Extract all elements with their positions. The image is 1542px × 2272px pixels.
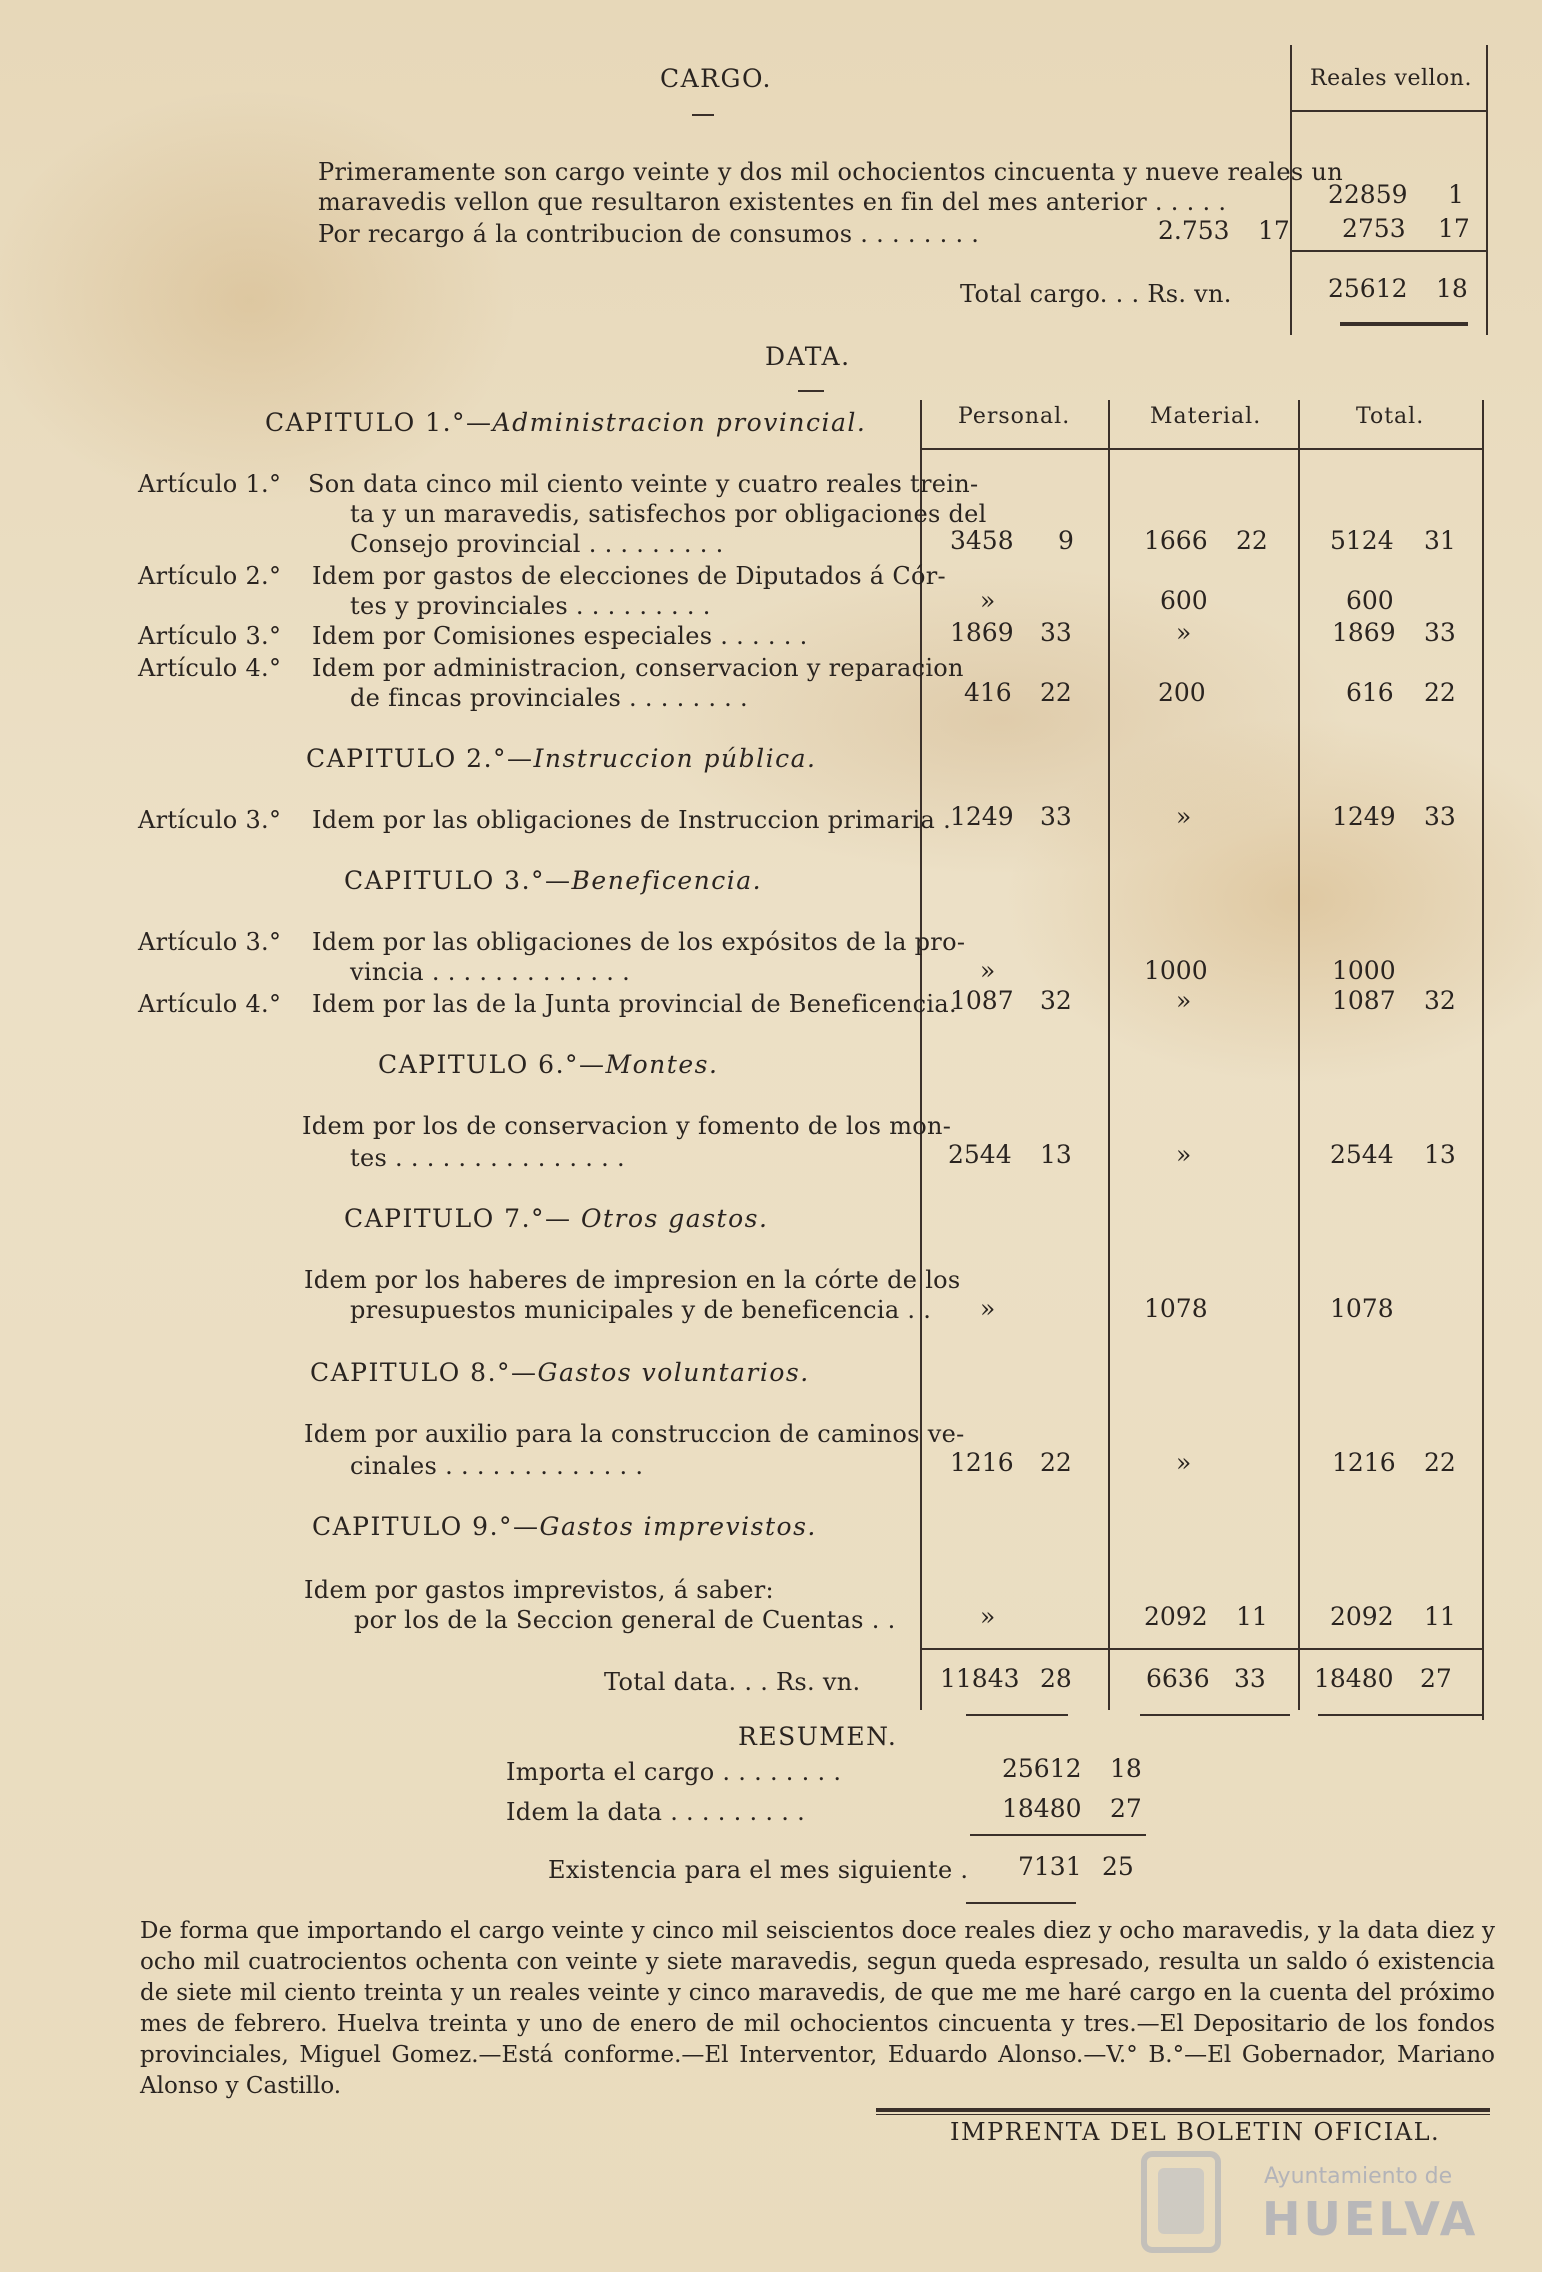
cargo-col-left-rule xyxy=(1290,45,1292,335)
col-rule-material-left xyxy=(1108,400,1110,1710)
row-c4-personal: 1087 xyxy=(950,986,1014,1015)
row-d1-line-1: Idem por los de conservacion y fomento de los mon- xyxy=(302,1112,952,1140)
row-c3-article: Artículo 3.° xyxy=(138,928,282,956)
cargo-heading-rule xyxy=(692,114,714,116)
col-header-total: Total. xyxy=(1356,404,1425,429)
row-a4-material: 200 xyxy=(1158,678,1206,707)
cargo-line-1a: Primeramente son cargo veinte y dos mil ochocientos cincuenta y nueve reales un xyxy=(318,158,1343,186)
row-e1-total: 1078 xyxy=(1330,1294,1394,1323)
total-cargo-amount: 25612 xyxy=(1328,274,1408,303)
row-c3-line-2: vincia . . . . . . . . . . . . . xyxy=(350,958,631,986)
row-a3-line-1: Idem por Comisiones especiales . . . . . . xyxy=(312,622,808,650)
imprint-rule-top xyxy=(876,2108,1490,2112)
row-f1-line-2: cinales . . . . . . . . . . . . . xyxy=(350,1452,644,1480)
row-g1-total: 2092 xyxy=(1330,1602,1394,1631)
total-data-rule-total xyxy=(1318,1714,1482,1716)
row-a2-line-1: Idem por gastos de elecciones de Diputados á Cór- xyxy=(312,562,946,590)
row-f1-line-1: Idem por auxilio para la construccion de caminos ve- xyxy=(304,1420,965,1448)
resumen-existencia-label: Existencia para el mes siguiente . xyxy=(548,1856,969,1884)
resumen-cargo-amount: 25612 xyxy=(1002,1754,1082,1783)
row-e1-line-1: Idem por los haberes de impresion en la córte de los xyxy=(304,1266,961,1294)
row-c4-total: 1087 xyxy=(1332,986,1396,1015)
row-c4-total-mrs: 32 xyxy=(1424,986,1456,1015)
row-b3-total-mrs: 33 xyxy=(1424,802,1456,831)
total-data-personal-mrs: 28 xyxy=(1040,1664,1072,1693)
resumen-existencia-mrs: 25 xyxy=(1102,1852,1134,1881)
capitulo-8-heading: CAPITULO 8.°—Gastos voluntarios. xyxy=(310,1358,810,1387)
resumen-cargo-label: Importa el cargo . . . . . . . . xyxy=(506,1758,842,1786)
cargo-line-2: Por recargo á la contribucion de consumos . . . . . . . . xyxy=(318,220,980,248)
col-header-rule xyxy=(920,448,1482,450)
total-data-rule-personal xyxy=(966,1714,1068,1716)
total-data-material: 6636 xyxy=(1146,1664,1210,1693)
row-a2-material: 600 xyxy=(1160,586,1208,615)
watermark-line-2: HUELVA xyxy=(1262,2192,1479,2246)
row-e1-line-2: presupuestos municipales y de beneficencia . . xyxy=(350,1296,932,1324)
row-c3-personal: » xyxy=(980,956,996,985)
row-b3-line-1: Idem por las obligaciones de Instruccion primaria . xyxy=(312,806,951,834)
row-a3-personal: 1869 xyxy=(950,618,1014,647)
row-d1-total-mrs: 13 xyxy=(1424,1140,1456,1169)
row-c3-material: 1000 xyxy=(1144,956,1208,985)
row-d1-total: 2544 xyxy=(1330,1140,1394,1169)
row-a3-total-mrs: 33 xyxy=(1424,618,1456,647)
row-g1-line-2: por los de la Seccion general de Cuentas . . xyxy=(354,1606,896,1634)
total-cargo-rule xyxy=(1340,322,1468,326)
row-a2-total: 600 xyxy=(1346,586,1394,615)
row-b3-article: Artículo 3.° xyxy=(138,806,282,834)
row-a4-personal-mrs: 22 xyxy=(1040,678,1072,707)
row-d1-personal-mrs: 13 xyxy=(1040,1140,1072,1169)
capitulo-9-heading: CAPITULO 9.°—Gastos imprevistos. xyxy=(312,1512,817,1541)
imprint-rule-bottom xyxy=(876,2114,1490,2115)
row-b3-material: » xyxy=(1176,802,1192,831)
row-a4-total-mrs: 22 xyxy=(1424,678,1456,707)
total-data-total-mrs: 27 xyxy=(1420,1664,1452,1693)
cargo-col-right-rule xyxy=(1486,45,1488,335)
row-e1-personal: » xyxy=(980,1294,996,1323)
row-a4-line-1: Idem por administracion, conservacion y reparacion xyxy=(312,654,964,682)
row-c4-article: Artículo 4.° xyxy=(138,990,282,1018)
total-data-personal: 11843 xyxy=(940,1664,1020,1693)
row-a3-article: Artículo 3.° xyxy=(138,622,282,650)
cargo-amount-1: 22859 xyxy=(1328,180,1408,209)
resumen-subtotal-rule xyxy=(970,1834,1146,1836)
row-a1-line-2: ta y un maravedis, satisfechos por obligaciones del xyxy=(350,500,987,528)
capitulo-2-heading: CAPITULO 2.°—Instruccion pública. xyxy=(306,744,817,773)
cargo-amount-2-mrs: 17 xyxy=(1438,214,1470,243)
row-a1-total-mrs: 31 xyxy=(1424,526,1456,555)
row-g1-material-mrs: 11 xyxy=(1236,1602,1268,1631)
row-d1-material: » xyxy=(1176,1140,1192,1169)
total-cargo-label: Total cargo. . . Rs. vn. xyxy=(960,280,1232,308)
row-c4-material: » xyxy=(1176,986,1192,1015)
row-d1-line-2: tes . . . . . . . . . . . . . . . xyxy=(350,1144,625,1172)
col-rule-personal-left xyxy=(920,400,922,1710)
row-a4-article: Artículo 4.° xyxy=(138,654,282,682)
row-a1-personal: 3458 xyxy=(950,526,1014,555)
watermark-line-1: Ayuntamiento de xyxy=(1264,2164,1453,2189)
capitulo-3-heading: CAPITULO 3.°—Beneficencia. xyxy=(344,866,763,895)
capitulo-6-heading: CAPITULO 6.°—Montes. xyxy=(378,1050,719,1079)
data-heading-rule xyxy=(798,390,824,392)
capitulo-1-heading: CAPITULO 1.°—Administracion provincial. xyxy=(265,408,867,437)
huelva-coat-of-arms-icon xyxy=(1136,2148,1226,2258)
reales-vellon-header: Reales vellon. xyxy=(1310,66,1472,91)
total-data-total: 18480 xyxy=(1314,1664,1394,1693)
imprint-text: IMPRENTA DEL BOLETIN OFICIAL. xyxy=(950,2118,1441,2146)
cargo-subtotal-rule xyxy=(1290,250,1486,252)
row-g1-material: 2092 xyxy=(1144,1602,1208,1631)
cargo-amount-2: 2753 xyxy=(1342,214,1406,243)
row-a1-material: 1666 xyxy=(1144,526,1208,555)
row-a4-personal: 416 xyxy=(964,678,1012,707)
row-a1-line-1: Son data cinco mil ciento veinte y cuatro reales trein- xyxy=(308,470,979,498)
row-f1-total: 1216 xyxy=(1332,1448,1396,1477)
resumen-existencia-rule xyxy=(966,1902,1076,1904)
resumen-cargo-mrs: 18 xyxy=(1110,1754,1142,1783)
row-b3-total: 1249 xyxy=(1332,802,1396,831)
total-data-material-mrs: 33 xyxy=(1234,1664,1266,1693)
row-a2-line-2: tes y provinciales . . . . . . . . . xyxy=(350,592,711,620)
closing-paragraph: De forma que importando el cargo veinte y cinco mil seiscientos doce reales diez y ocho maravedis, y la data diez y ocho mil cuatrocientos ochenta con veinte y siete maravedis, segun queda espresado, resulta un saldo ó existencia de siete mil ciento treinta y un reales veinte y cinco maravedis, de que me me haré cargo en la cuenta del próximo mes de febrero. Huelva treinta y uno de enero de mil ochocientos cincuenta y tres.—El Depositario de los fondos provinciales, Miguel Gomez.—Está conforme.—El Interventor, Eduardo Alonso.—V.° B.°—El Gobernador, Mariano Alonso y Castillo. xyxy=(140,1918,1495,2099)
col-header-personal: Personal. xyxy=(958,404,1071,429)
capitulo-7-heading: CAPITULO 7.°— Otros gastos. xyxy=(344,1204,769,1233)
row-a3-personal-mrs: 33 xyxy=(1040,618,1072,647)
total-data-label: Total data. . . Rs. vn. xyxy=(604,1668,861,1696)
row-g1-personal: » xyxy=(980,1602,996,1631)
row-a1-line-3: Consejo provincial . . . . . . . . . xyxy=(350,530,724,558)
row-e1-material: 1078 xyxy=(1144,1294,1208,1323)
row-f1-personal: 1216 xyxy=(950,1448,1014,1477)
resumen-data-label: Idem la data . . . . . . . . . xyxy=(506,1798,805,1826)
row-c4-line-1: Idem por las de la Junta provincial de Beneficencia. xyxy=(312,990,957,1018)
cargo-header-rule xyxy=(1290,110,1486,112)
col-header-material: Material. xyxy=(1150,404,1262,429)
total-data-top-rule xyxy=(920,1648,1482,1650)
row-f1-material: » xyxy=(1176,1448,1192,1477)
row-c3-total: 1000 xyxy=(1332,956,1396,985)
row-a1-article: Artículo 1.° xyxy=(138,470,282,498)
row-c3-line-1: Idem por las obligaciones de los expósitos de la pro- xyxy=(312,928,966,956)
resumen-existencia-amount: 7131 xyxy=(1018,1852,1082,1881)
row-a2-personal: » xyxy=(980,586,996,615)
row-a3-total: 1869 xyxy=(1332,618,1396,647)
row-a2-article: Artículo 2.° xyxy=(138,562,282,590)
row-b3-personal: 1249 xyxy=(950,802,1014,831)
data-heading: DATA. xyxy=(765,342,851,371)
row-g1-line-1: Idem por gastos imprevistos, á saber: xyxy=(304,1576,774,1604)
row-b3-personal-mrs: 33 xyxy=(1040,802,1072,831)
resumen-data-amount: 18480 xyxy=(1002,1794,1082,1823)
row-d1-personal: 2544 xyxy=(948,1140,1012,1169)
col-rule-total-left xyxy=(1298,400,1300,1710)
resumen-heading: RESUMEN. xyxy=(738,1722,898,1751)
row-c4-personal-mrs: 32 xyxy=(1040,986,1072,1015)
row-a4-total: 616 xyxy=(1346,678,1394,707)
row-f1-personal-mrs: 22 xyxy=(1040,1448,1072,1477)
cargo-heading: CARGO. xyxy=(660,64,772,93)
total-data-rule-material xyxy=(1140,1714,1290,1716)
resumen-data-mrs: 27 xyxy=(1110,1794,1142,1823)
row-g1-total-mrs: 11 xyxy=(1424,1602,1456,1631)
cargo-recargo-amount: 2.753 xyxy=(1158,216,1230,245)
total-cargo-mrs: 18 xyxy=(1436,274,1468,303)
cargo-recargo-mrs: 17 xyxy=(1258,216,1290,245)
cargo-line-1b: maravedis vellon que resultaron existentes en fin del mes anterior . . . . . xyxy=(318,188,1227,216)
row-a3-material: » xyxy=(1176,618,1192,647)
row-f1-total-mrs: 22 xyxy=(1424,1448,1456,1477)
row-a1-personal-mrs: 9 xyxy=(1058,526,1074,555)
row-a1-material-mrs: 22 xyxy=(1236,526,1268,555)
row-a4-line-2: de fincas provinciales . . . . . . . . xyxy=(350,684,748,712)
row-a1-total: 5124 xyxy=(1330,526,1394,555)
col-rule-total-right xyxy=(1482,400,1484,1720)
cargo-amount-1-mrs: 1 xyxy=(1448,180,1464,209)
